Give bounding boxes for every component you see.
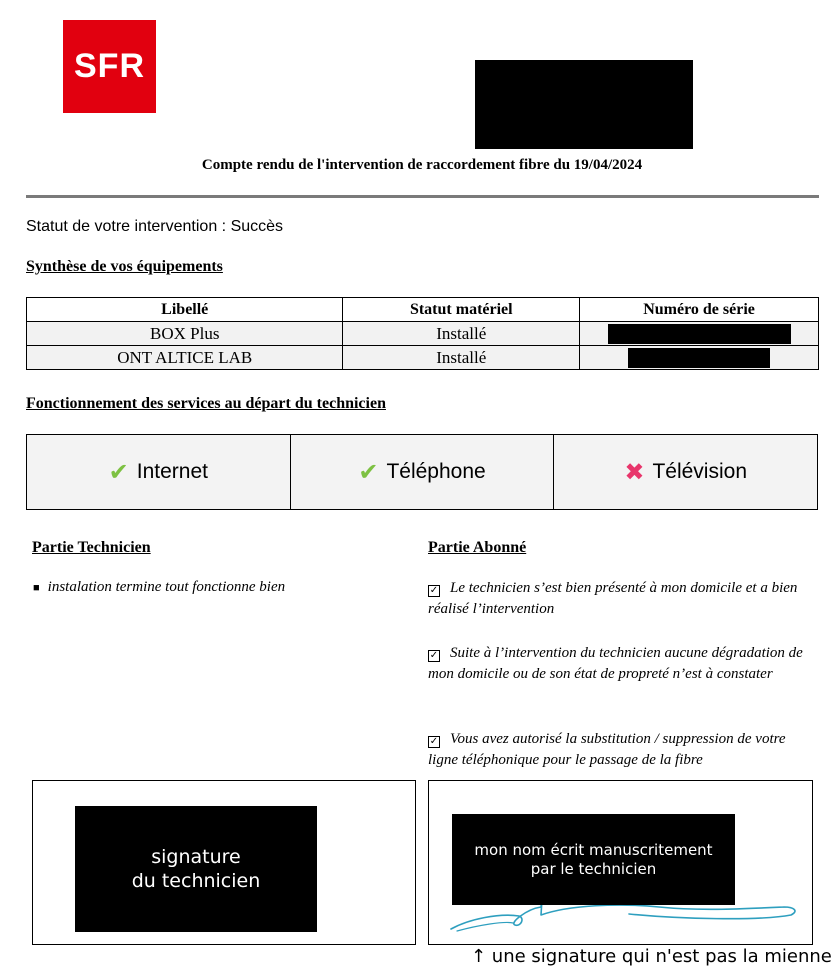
statement-item (428, 729, 813, 771)
checkbox-checked-icon: ✓ (429, 585, 439, 596)
service-label: Télévision (652, 460, 747, 483)
redacted-serial-number (608, 324, 791, 344)
subscriber-section-heading: Partie Abonné (428, 539, 527, 556)
table-row (27, 346, 819, 370)
redacted-serial-number (628, 348, 770, 368)
service-telephone (291, 435, 555, 509)
technician-signature-placeholder: signature du technicien (75, 806, 317, 932)
square-bullet-icon: ■ (33, 582, 40, 594)
checkbox-checked-icon: ✓ (429, 736, 439, 747)
statement-text: Suite à l’intervention du technicien aucune dégradation de mon domicile ou de son état de propreté n’est à constater (428, 645, 803, 682)
subscriber-name-placeholder: mon nom écrit manuscritement par le technicien (452, 814, 735, 905)
check-icon: ✔ (358, 458, 379, 486)
page-title: Compte rendu de l'intervention de raccordement fibre du 19/04/2024 (201, 157, 643, 173)
subscriber-signature-box (428, 780, 813, 945)
table-header-row (27, 298, 819, 322)
technician-section-heading: Partie Technicien (32, 539, 151, 556)
equipment-table (26, 297, 819, 370)
technician-note (33, 579, 285, 596)
divider (26, 195, 819, 198)
equipment-section-title: Synthèse de vos équipements (26, 258, 223, 275)
equipment-status: Installé (343, 322, 580, 346)
check-icon: ✔ (108, 458, 129, 486)
equipment-label: BOX Plus (27, 322, 343, 346)
serial-number-cell (580, 322, 819, 346)
equipment-label: ONT ALTICE LAB (27, 346, 343, 370)
service-label: Internet (136, 460, 208, 483)
column-header-status: Statut matériel (343, 298, 580, 322)
column-header-serial: Numéro de série (580, 298, 819, 322)
equipment-status: Installé (343, 346, 580, 370)
logo-text: SFR (74, 47, 145, 85)
statement-text: Le technicien s’est bien présenté à mon domicile et a bien réalisé l’intervention (428, 580, 798, 617)
redacted-address-block (475, 60, 693, 149)
service-television (554, 435, 817, 509)
service-internet (27, 435, 291, 509)
checkbox-checked-icon: ✓ (429, 650, 439, 661)
service-label: Téléphone (386, 460, 486, 483)
statement-item (428, 578, 813, 620)
column-header-label: Libellé (27, 298, 343, 322)
cross-icon: ✖ (624, 458, 645, 486)
statement-item (428, 643, 813, 685)
services-status-panel (26, 434, 818, 510)
technician-note-text: instalation termine tout fonctionne bien (47, 579, 286, 595)
services-section-title: Fonctionnement des services au départ du technicien (26, 395, 386, 412)
signature-annotation-caption: ↑ une signature qui n'est pas la mienne (471, 946, 832, 967)
sfr-logo (63, 20, 156, 113)
intervention-status: Statut de votre intervention : Succès (26, 218, 284, 235)
serial-number-cell (580, 346, 819, 370)
technician-signature-box (32, 780, 416, 945)
table-row (27, 322, 819, 346)
statement-text: Vous avez autorisé la substitution / suppression de votre ligne téléphonique pour le passage de la fibre (428, 731, 786, 768)
